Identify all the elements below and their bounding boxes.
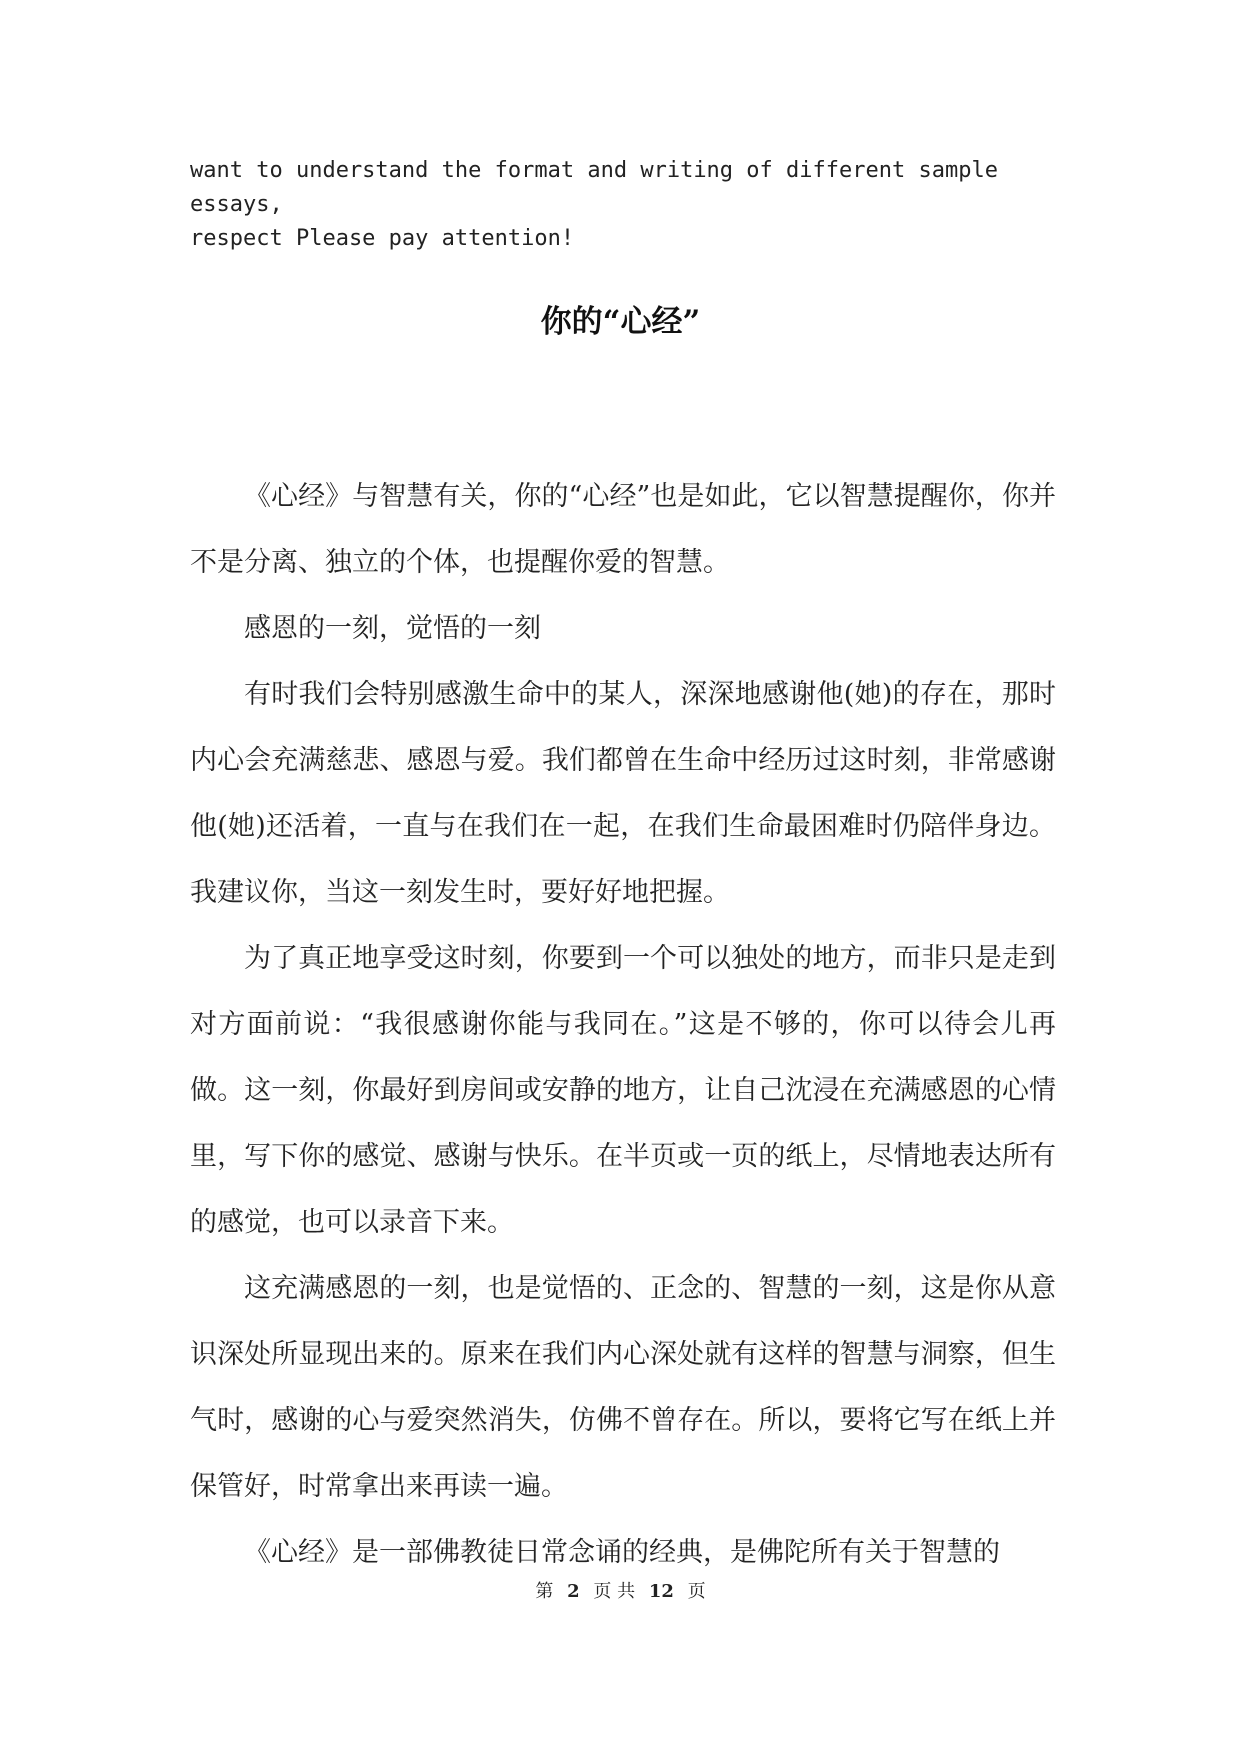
intro-text: want to understand the format and writing of different sample essays, respect Please pay attention! [190, 158, 998, 251]
paragraph: 为了真正地享受这时刻，你要到一个可以独处的地方，而非只是走到对方面前说：“我很感谢你能与我同在。”这是不够的，你可以待会儿再做。这一刻，你最好到房间或安静的地方，让自己沈浸在充满感恩的心情里，写下你的感觉、感谢与快乐。在半页或一页的纸上，尽情地表达所有的感觉，也可以录音下来。 [190, 943, 1056, 1238]
paragraph: 这充满感恩的一刻，也是觉悟的、正念的、智慧的一刻，这是你从意识深处所显现出来的。原来在我们内心深处就有这样的智慧与洞察，但生气时，感谢的心与爱突然消失，仿佛不曾存在。所以，要将它写在纸上并保管好，时常拿出来再读一遍。 [190, 1273, 1056, 1502]
footer-middle: 页 共 [593, 1581, 636, 1602]
page-number: 2 [567, 1581, 580, 1602]
footer-suffix: 页 [687, 1581, 706, 1602]
total-pages: 12 [648, 1581, 674, 1602]
page-title: 你的“心经” [540, 304, 701, 340]
page-footer [0, 1580, 1241, 1604]
paragraph: 《心经》是一部佛教徒日常念诵的经典，是佛陀所有关于智慧的 [244, 1537, 1000, 1568]
paragraph: 有时我们会特别感激生命中的某人，深深地感谢他(她)的存在，那时内心会充满慈悲、感恩与爱。我们都曾在生命中经历过这时刻，非常感谢他(她)还活着，一直与在我们在一起，在我们生命最困难时仍陪伴身边。我建议你，当这一刻发生时，要好好地把握。 [190, 679, 1056, 908]
footer-prefix: 第 [535, 1581, 554, 1602]
paragraph: 《心经》与智慧有关，你的“心经”也是如此，它以智慧提醒你，你并不是分离、独立的个体，也提醒你爱的智慧。 [190, 481, 1056, 578]
paragraph: 感恩的一刻，觉悟的一刻 [244, 613, 541, 644]
body-text [190, 464, 1056, 1586]
